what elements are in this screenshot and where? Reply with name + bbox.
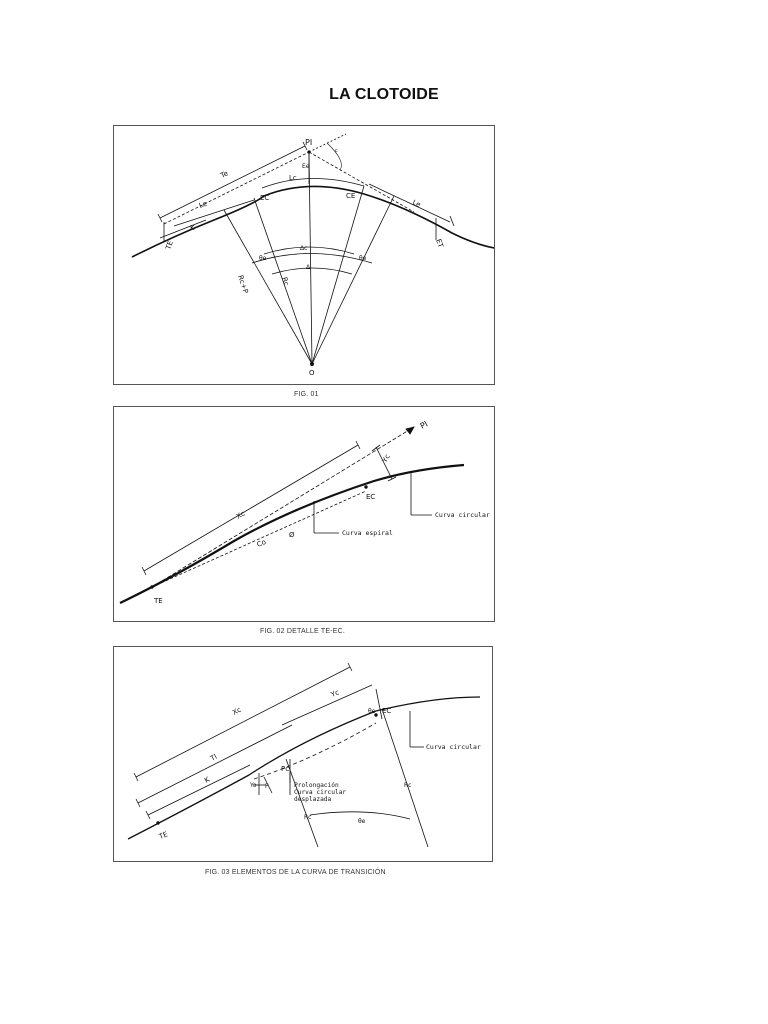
fig1-label-ee: Ee xyxy=(302,163,310,170)
fig1-label-te: Te xyxy=(219,169,230,180)
fig3-label-pc: Pc xyxy=(281,765,290,773)
fig3-label-curva-circular: Curva circular xyxy=(426,743,481,751)
fig3-label-yc: Yc xyxy=(329,688,341,699)
arc-theta xyxy=(252,254,372,264)
fig1-label-theta-left: θe xyxy=(259,255,267,262)
fig3-label-prolongacion-3: desplazada xyxy=(294,796,332,803)
radial-line-2 xyxy=(382,709,428,847)
fig3-label-rc-left: Rc xyxy=(304,814,312,821)
displaced-circular-curve xyxy=(254,723,376,779)
fig3-label-ec: EC xyxy=(382,707,392,715)
fig3-label-p: P xyxy=(265,783,269,790)
fig1-label-lc: Lc xyxy=(289,174,297,182)
fig3-label-te: TE xyxy=(157,830,169,841)
fig1-label-pi: PI xyxy=(305,138,313,147)
fig1-label-rc-p: Rc+P xyxy=(236,274,250,295)
center-point-o xyxy=(310,362,313,365)
fig1-label-te-point: TE xyxy=(164,239,175,251)
fig1-label-le-left: Le xyxy=(197,199,209,210)
fig1-label-le-right: Le xyxy=(411,198,422,210)
fig1-label-o: O xyxy=(309,369,315,377)
fig3-label-yo: Yo xyxy=(250,782,257,789)
fig2-label-yc: Yc xyxy=(380,452,392,464)
fig2-label-curva-espiral: Curva espiral xyxy=(342,529,393,537)
radial-line-4 xyxy=(312,196,394,364)
fig2-label-curva-circular: Curva circular xyxy=(435,511,490,519)
fig1-label-k: K xyxy=(190,224,195,232)
fig2-label-co: Co xyxy=(255,538,268,549)
figure-1-caption: FIG. 01 xyxy=(294,391,319,398)
figure-3 xyxy=(113,646,493,862)
tangent-left xyxy=(164,152,309,224)
fig1-label-theta-right: θe xyxy=(359,255,367,262)
radial-line-1 xyxy=(224,210,312,364)
figure-2-caption: FIG. 02 DETALLE TE-EC. xyxy=(260,628,346,635)
tangent-extension xyxy=(309,134,346,152)
page-title: LA CLOTOIDE xyxy=(329,86,439,103)
figure-1-drawing xyxy=(114,126,494,384)
fig3-label-theta-bottom: θe xyxy=(358,818,366,825)
arc-delta-c xyxy=(264,247,354,254)
figure-3-drawing xyxy=(114,647,492,861)
fig2-label-phi: Ø xyxy=(289,531,295,539)
figure-3-caption: FIG. 03 ELEMENTOS DE LA CURVA DE TRANSICIÓN xyxy=(205,869,386,876)
fig1-label-delta: Δ xyxy=(306,264,311,271)
fig1-label-ec: EC xyxy=(260,194,270,202)
radial-line-1 xyxy=(286,759,318,847)
tangent-right xyxy=(309,152,414,212)
pi-arrow xyxy=(406,427,414,434)
figure-2 xyxy=(113,406,495,622)
fig1-label-angle: c xyxy=(335,148,338,154)
figure-2-drawing xyxy=(114,407,494,621)
chord-co xyxy=(152,491,366,587)
fig2-label-ec: EC xyxy=(366,493,376,501)
fig3-label-prolongacion-1: Prolongación xyxy=(294,782,339,789)
fig1-label-rc: Rc xyxy=(280,276,291,287)
radial-line-3 xyxy=(312,186,364,364)
fig3-label-k: K xyxy=(203,775,211,785)
fig3-label-rc-right: Rc xyxy=(404,782,412,789)
tangent-te-pi xyxy=(152,427,414,587)
fig3-label-xc: Xc xyxy=(231,705,243,717)
fig3-label-ti: Tl xyxy=(209,752,219,763)
fig2-label-te: TE xyxy=(154,597,163,605)
fig2-label-xc: Xc xyxy=(235,509,247,521)
fig3-label-prolongacion-2: Curva circular xyxy=(294,789,347,796)
fig2-label-pi: PI xyxy=(418,419,430,431)
fig1-label-et-point: ET xyxy=(434,237,445,249)
fig1-label-delta-c: Δc xyxy=(300,245,308,252)
fig3-label-theta-top: θe xyxy=(368,708,376,715)
radial-line-5 xyxy=(309,152,312,364)
fig1-label-ce: CE xyxy=(346,192,356,200)
figure-1 xyxy=(113,125,495,385)
